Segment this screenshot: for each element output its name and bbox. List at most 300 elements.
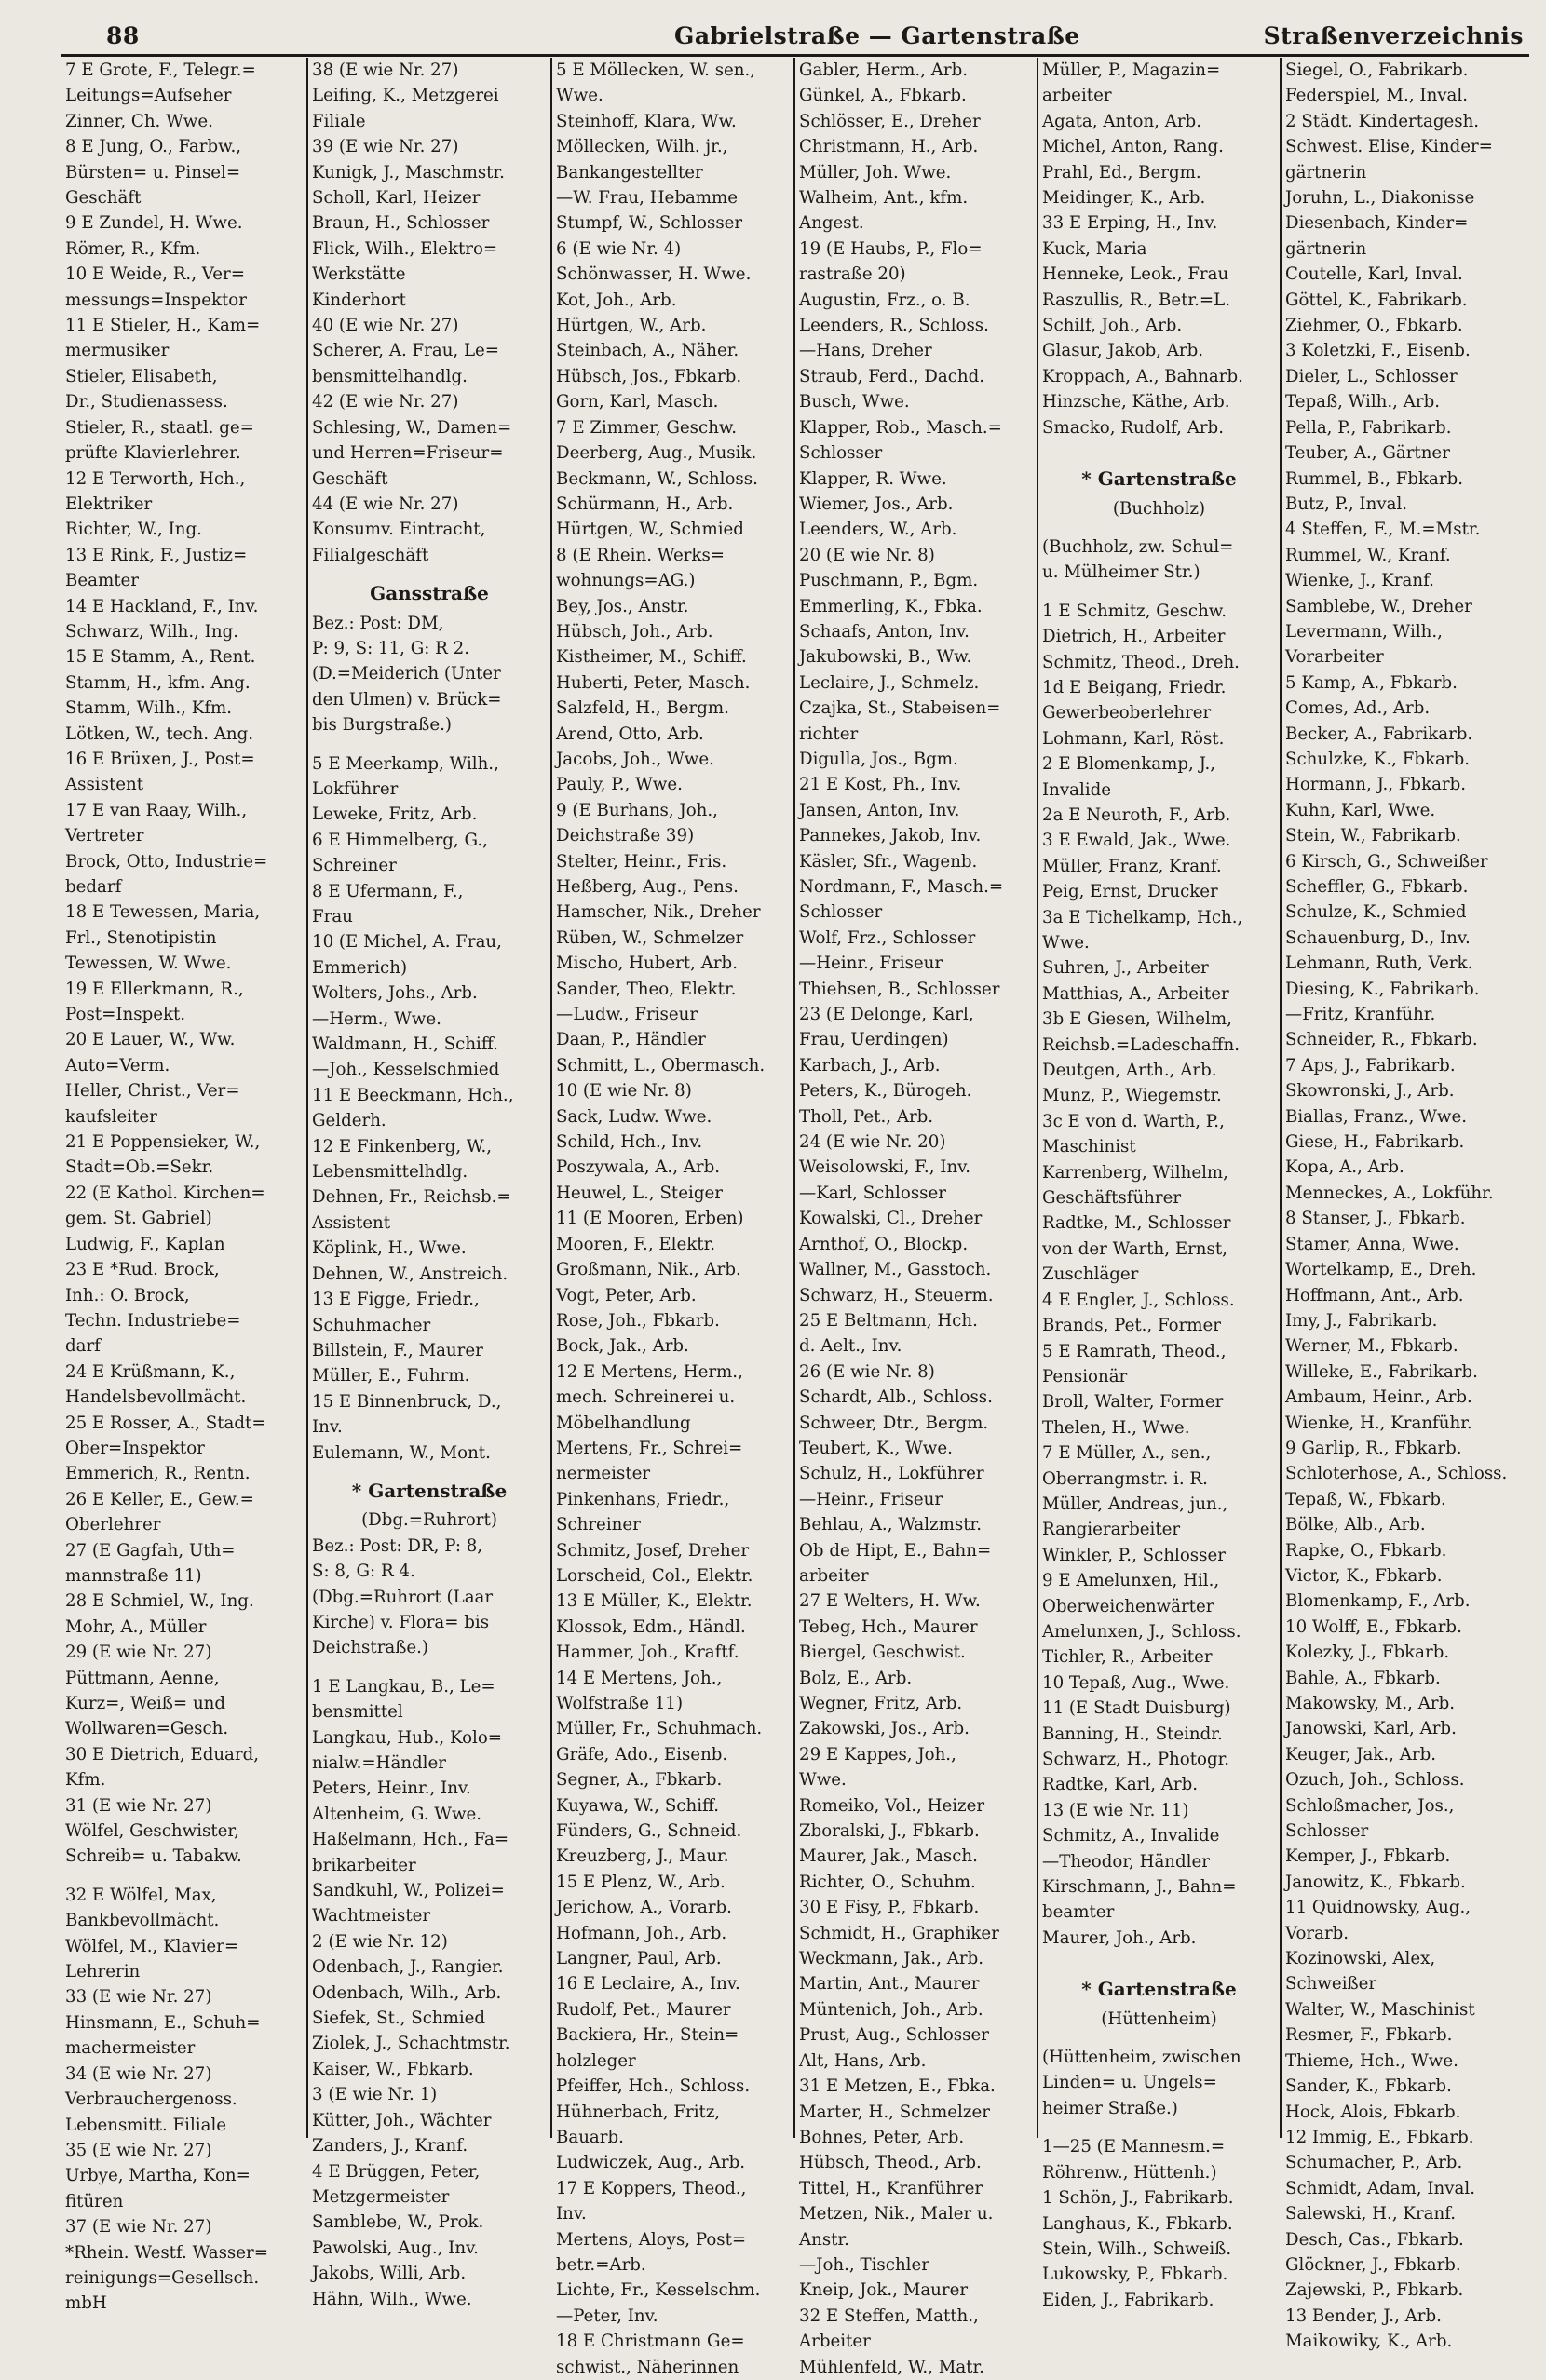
entry-line: 16 E Brüxen, J., Post= xyxy=(65,749,255,769)
entry-line: Steinhoff, Klara, Ww. xyxy=(556,111,737,131)
entry-line: Sandkuhl, W., Polizei= xyxy=(312,1881,505,1901)
entry-line: 7 E Zimmer, Geschw. xyxy=(556,417,738,438)
entry-line: Lebensmittelhdlg. xyxy=(312,1162,468,1183)
entry-line: 18 E Christmann Ge= xyxy=(556,2332,745,2352)
entry-line: Schwarz, Wilh., Ing. xyxy=(65,621,238,642)
entry-line: Zboralski, J., Fbkarb. xyxy=(799,1821,980,1842)
entry-line: Schaafs, Anton, Inv. xyxy=(799,621,970,642)
entry-line: Hürtgen, W., Arb. xyxy=(556,316,707,336)
entry-line: Kurz=, Weiß= und xyxy=(65,1694,226,1713)
entry-line: Stelter, Heinr., Fris. xyxy=(556,851,727,872)
entry-line: Steinbach, A., Näher. xyxy=(556,341,739,361)
entry-line: Janowitz, K., Fbkarb. xyxy=(1285,1872,1466,1892)
entry-line: Henneke, Leok., Frau xyxy=(1042,264,1229,285)
entry-line: Schweißer xyxy=(1285,1974,1377,1995)
entry-line: Dehnen, Fr., Reichsb.= xyxy=(312,1187,511,1208)
entry-line: arbeiter xyxy=(1042,86,1112,106)
entry-line: Jakobs, Willi, Arb. xyxy=(312,2264,467,2284)
entry-line: 23 E *Rud. Brock, xyxy=(65,1260,220,1280)
entry-line: Assistent xyxy=(65,775,144,795)
entry-line: 10 Tepaß, Aug., Wwe. xyxy=(1042,1672,1230,1693)
running-title: Gabrielstraße — Gartenstraße xyxy=(674,22,1080,49)
entry-line: Tebeg, Hch., Maurer xyxy=(799,1616,978,1637)
entry-line: und Herren=Friseur= xyxy=(312,443,504,464)
entry-line: Smacko, Rudolf, Arb. xyxy=(1042,417,1224,438)
entry-line: Rüben, W., Schmelzer xyxy=(556,927,744,948)
entry-line: 11 E Beeckmann, Hch., xyxy=(312,1085,514,1105)
entry-line: Odenbach, Wilh., Arb. xyxy=(312,1982,502,2003)
entry-line: Schloßmacher, Jos., xyxy=(1285,1795,1455,1816)
entry-line: Heuwel, L., Steiger xyxy=(556,1183,723,1203)
entry-line: Ziolek, J., Schachtmstr. xyxy=(312,2034,510,2054)
section-title: Straßenverzeichnis xyxy=(1263,22,1524,49)
entry-line: 4 E Engler, J., Schloss. xyxy=(1042,1290,1235,1310)
entry-line: 24 E Krüßmann, K., xyxy=(65,1361,236,1382)
entry-line: Filialgeschäft xyxy=(312,545,429,565)
entry-line: Wölfel, M., Klavier= xyxy=(65,1936,239,1956)
street-heading: * Gartenstraße xyxy=(351,1479,508,1502)
entry-line: Emmerling, K., Fbka. xyxy=(799,596,983,616)
entry-line: Langkau, Hub., Kolo= xyxy=(312,1727,503,1748)
entry-line: Makowsky, M., Arb. xyxy=(1285,1694,1455,1713)
entry-line: Ludwig, F., Kaplan xyxy=(65,1234,225,1254)
entry-line: Lehrerin xyxy=(65,1962,141,1982)
entry-line: Kuck, Maria xyxy=(1042,238,1147,259)
entry-line: Rummel, W., Kranf. xyxy=(1285,545,1451,565)
entry-line: Zajewski, P., Fbkarb. xyxy=(1285,2280,1464,2301)
entry-line: Müller, Joh. Wwe. xyxy=(799,162,952,183)
entry-line: Wolfstraße 11) xyxy=(556,1694,684,1713)
entry-line: Arbeiter xyxy=(799,2332,871,2352)
entry-line: 10 Wolff, E., Fbkarb. xyxy=(1285,1616,1462,1637)
entry-line: bis Burgstraße.) xyxy=(312,715,452,736)
entry-line: schwist., Näherinnen xyxy=(556,2357,739,2377)
entry-line: 2a E Neuroth, F., Arb. xyxy=(1042,805,1231,825)
entry-line: heimer Straße.) xyxy=(1042,2098,1178,2118)
entry-line: 15 E Stamm, A., Rent. xyxy=(65,647,256,668)
entry-line: mannstraße 11) xyxy=(65,1565,202,1586)
entry-line: Suhren, J., Arbeiter xyxy=(1042,958,1209,979)
entry-line: 18 E Tewessen, Maria, xyxy=(65,902,261,923)
entry-line: Coutelle, Karl, Inval. xyxy=(1285,264,1463,285)
entry-line: Richter, W., Ing. xyxy=(65,520,202,540)
entry-line: Hinzsche, Käthe, Arb. xyxy=(1042,392,1230,412)
entry-line: Schmidt, H., Graphiker xyxy=(799,1923,999,1943)
entry-line: bensmittelhandlg. xyxy=(312,366,468,386)
entry-line: Siefek, St., Schmied xyxy=(312,2008,486,2029)
entry-line: Busch, Wwe. xyxy=(799,392,910,412)
entry-line: Munz, P., Wiegemstr. xyxy=(1042,1086,1222,1106)
entry-line: Schwarz, H., Steuerm. xyxy=(799,1285,994,1305)
entry-line: 13 E Müller, K., Elektr. xyxy=(556,1591,753,1612)
entry-line: Schulz, H., Lokführer xyxy=(799,1464,984,1484)
entry-line: 5 E Meerkamp, Wilh., xyxy=(312,753,499,774)
entry-line: Schweer, Dtr., Bergm. xyxy=(799,1413,989,1433)
entry-line: Bez.: Post: DM, xyxy=(312,613,444,633)
entry-line: 3a E Tichelkamp, Hch., xyxy=(1042,907,1243,927)
entry-line: Scheffler, G., Fbkarb. xyxy=(1285,877,1469,897)
entry-line: Leenders, R., Schloss. xyxy=(799,316,989,336)
entry-line: 12 Immig, E., Fbkarb. xyxy=(1285,2127,1474,2147)
entry-line: Wortelkamp, E., Dreh. xyxy=(1285,1260,1477,1280)
entry-line: —Theodor, Händler xyxy=(1042,1851,1210,1872)
entry-line: (D.=Meiderich (Unter xyxy=(312,664,501,684)
entry-line: 25 E Beltmann, Hch. xyxy=(799,1310,978,1331)
entry-line: Alt, Hans, Arb. xyxy=(799,2050,927,2071)
entry-line: Handelsbevollmächt. xyxy=(65,1387,247,1408)
entry-line: Pinkenhans, Friedr., xyxy=(556,1489,730,1509)
entry-line: Schürmann, H., Arb. xyxy=(556,494,734,514)
entry-line: Stein, Wilh., Schweiß. xyxy=(1042,2238,1232,2259)
entry-line: Konsumv. Eintracht, xyxy=(312,520,486,540)
entry-line: Klossok, Edm., Händl. xyxy=(556,1616,746,1637)
entry-line: Marter, H., Schmelzer xyxy=(799,2102,990,2122)
entry-line: 1 E Schmitz, Geschw. xyxy=(1042,601,1227,621)
entry-line: darf xyxy=(65,1336,101,1357)
entry-line: Stumpf, W., Schlosser xyxy=(556,213,743,234)
entry-line: 30 E Fisy, P., Fbkarb. xyxy=(799,1898,980,1918)
entry-line: machermeister xyxy=(65,2038,196,2059)
entry-line: Wallner, M., Gasstoch. xyxy=(799,1260,992,1280)
entry-line: Röhrenw., Hüttenh.) xyxy=(1042,2162,1217,2183)
entry-line: Kreuzberg, J., Maur. xyxy=(556,1846,729,1867)
entry-line: Bürsten= u. Pinsel= xyxy=(65,162,241,183)
entry-line: Hock, Alois, Fbkarb. xyxy=(1285,2102,1461,2122)
entry-line: Wölfel, Geschwister, xyxy=(65,1821,239,1842)
entry-line: Vogt, Peter, Arb. xyxy=(556,1285,697,1305)
entry-line: Vertreter xyxy=(65,826,144,846)
entry-line: —Fritz, Kranführ. xyxy=(1285,1005,1436,1025)
entry-line: Teuber, A., Gärtner xyxy=(1285,443,1450,464)
entry-line: Maurer, Jak., Masch. xyxy=(799,1846,978,1867)
entry-line: 11 E Stieler, H., Kam= xyxy=(65,316,261,336)
entry-line: Kozinowski, Alex, xyxy=(1285,1949,1436,1969)
entry-line: Prust, Aug., Schlosser xyxy=(799,2025,989,2046)
entry-line: 37 (E wie Nr. 27) xyxy=(65,2217,212,2238)
entry-line: Pauly, P., Wwe. xyxy=(556,775,683,795)
entry-line: Gewerbeoberlehrer xyxy=(1042,703,1212,723)
entry-line: 27 (E Gagfah, Uth= xyxy=(65,1540,236,1561)
entry-line: Wegner, Fritz, Arb. xyxy=(799,1694,963,1713)
entry-line: Haßelmann, Hch., Fa= xyxy=(312,1830,509,1850)
entry-line: —Hans, Dreher xyxy=(799,341,932,361)
entry-line: Rapke, O., Fbkarb. xyxy=(1285,1540,1447,1561)
entry-line: Inv. xyxy=(312,1417,343,1438)
entry-line: Frau xyxy=(312,907,353,926)
entry-line: Flick, Wilh., Elektro= xyxy=(312,238,498,259)
entry-line: Stadt=Ob.=Sekr. xyxy=(65,1157,214,1178)
entry-line: Diesing, K., Fabrikarb. xyxy=(1285,979,1480,999)
entry-line: Schmitz, A., Invalide xyxy=(1042,1826,1220,1846)
entry-line: Jakubowski, B., Ww. xyxy=(799,647,972,668)
entry-line: Invalide xyxy=(1042,779,1112,800)
entry-line: Bohnes, Peter, Arb. xyxy=(799,2127,965,2147)
column-6 xyxy=(1280,58,1529,2352)
entry-line: Hinsmann, E., Schuh= xyxy=(65,2012,261,2033)
entry-line: Hübsch, Jos., Fbkarb. xyxy=(556,366,742,386)
entry-line: 26 E Keller, E., Gew.= xyxy=(65,1489,254,1509)
entry-line: Stieler, R., staatl. ge= xyxy=(65,417,254,438)
entry-line: Vorarbeiter xyxy=(1285,647,1384,668)
entry-line: Lokführer xyxy=(312,778,399,799)
entry-line: Federspiel, M., Inval. xyxy=(1285,86,1469,106)
entry-line: Kneip, Jok., Maurer xyxy=(799,2280,969,2301)
entry-line: Kemper, J., Fbkarb. xyxy=(1285,1846,1451,1867)
entry-line: Schreiner xyxy=(556,1515,641,1535)
entry-line: Leenders, W., Arb. xyxy=(799,520,957,540)
entry-line: Imy, J., Fabrikarb. xyxy=(1285,1310,1438,1331)
entry-line: 42 (E wie Nr. 27) xyxy=(312,392,459,412)
entry-line: 13 (E wie Nr. 11) xyxy=(1042,1800,1189,1820)
entry-line: Mertens, Fr., Schrei= xyxy=(556,1438,743,1458)
entry-line: Tewessen, W. Wwe. xyxy=(65,953,232,974)
entry-line: 3 (E wie Nr. 1) xyxy=(312,2085,438,2105)
entry-line: Schlosser xyxy=(799,443,883,464)
entry-line: Straub, Ferd., Dachd. xyxy=(799,366,985,386)
entry-line: 27 E Welters, H. Ww. xyxy=(799,1591,981,1612)
entry-line: 25 E Rosser, A., Stadt= xyxy=(65,1413,266,1433)
entry-line: Richter, O., Schuhm. xyxy=(799,1872,976,1892)
entry-line: Schwest. Elise, Kinder= xyxy=(1285,137,1493,157)
entry-line: Emmerich) xyxy=(312,957,408,978)
entry-line: Waldmann, H., Schiff. xyxy=(312,1034,498,1055)
entry-line: Mooren, F., Elektr. xyxy=(556,1234,716,1254)
entry-line: Keuger, Jak., Arb. xyxy=(1285,1744,1436,1765)
entry-line: Schmitt, L., Obermasch. xyxy=(556,1055,766,1075)
entry-line: Jacobs, Joh., Wwe. xyxy=(556,749,714,769)
street-heading: Gansstraße xyxy=(370,582,489,605)
entry-line: Scholl, Karl, Heizer xyxy=(312,188,481,209)
entry-line: Köplink, H., Wwe. xyxy=(312,1238,467,1259)
entry-line: Wwe. xyxy=(799,1770,847,1791)
entry-line: von der Warth, Ernst, xyxy=(1042,1238,1227,1259)
entry-line: Stamer, Anna, Wwe. xyxy=(1285,1234,1459,1254)
entry-line: 35 (E wie Nr. 27) xyxy=(65,2140,212,2160)
entry-line: Victor, K., Fbkarb. xyxy=(1285,1565,1443,1586)
entry-line: Ambaum, Heinr., Arb. xyxy=(1285,1387,1472,1408)
entry-line: Behlau, A., Walzmstr. xyxy=(799,1515,982,1535)
entry-line: wohnungs=AG.) xyxy=(556,571,696,591)
entry-line: Eiden, J., Fabrikarb. xyxy=(1042,2290,1214,2310)
entry-line: (Buchholz, zw. Schul= xyxy=(1042,536,1234,557)
entry-line: beamter xyxy=(1042,1902,1115,1923)
entry-line: Geschäft xyxy=(65,188,142,209)
entry-line: rastraße 20) xyxy=(799,264,906,285)
entry-line: gem. St. Gabriel) xyxy=(65,1209,212,1229)
entry-line: Schönwasser, H. Wwe. xyxy=(556,264,752,285)
entry-line: Werner, M., Fbkarb. xyxy=(1285,1336,1458,1357)
entry-line: Hübsch, Joh., Arb. xyxy=(556,621,713,642)
entry-line: Schilf, Joh., Arb. xyxy=(1042,316,1183,336)
entry-line: Möbelhandlung xyxy=(556,1413,691,1433)
entry-line: Urbye, Martha, Kon= xyxy=(65,2166,251,2186)
entry-line: Jansen, Anton, Inv. xyxy=(799,800,960,820)
entry-line: Resmer, F., Fbkarb. xyxy=(1285,2025,1453,2046)
entry-line: Mischo, Hubert, Arb. xyxy=(556,953,738,974)
entry-line: —Joh., Tischler xyxy=(799,2254,929,2275)
entry-line: 15 E Binnenbruck, D., xyxy=(312,1391,502,1412)
entry-line: 5 E Möllecken, W. sen., xyxy=(556,61,756,80)
entry-line: Kot, Joh., Arb. xyxy=(556,290,677,310)
entry-line: Deutgen, Arth., Arb. xyxy=(1042,1061,1217,1081)
entry-line: Teubert, K., Wwe. xyxy=(799,1438,953,1458)
entry-line: reinigungs=Gesellsch. xyxy=(65,2267,260,2288)
entry-line: Michel, Anton, Rang. xyxy=(1042,137,1224,157)
entry-line: richter xyxy=(799,723,859,744)
entry-line: Arnthof, O., Blockp. xyxy=(799,1234,969,1254)
entry-line: Altenheim, G. Wwe. xyxy=(312,1804,482,1824)
entry-line: gärtnerin xyxy=(1285,162,1367,183)
entry-line: Verbrauchergenoss. xyxy=(65,2089,237,2110)
entry-line: Deichstraße 39) xyxy=(556,826,695,846)
entry-line: 34 (E wie Nr. 27) xyxy=(65,2063,212,2084)
entry-line: Stein, W., Fabrikarb. xyxy=(1285,826,1461,846)
entry-line: 13 Bender, J., Arb. xyxy=(1285,2306,1442,2326)
entry-line: 8 E Jung, O., Farbw., xyxy=(65,137,242,157)
entry-line: Sack, Ludw. Wwe. xyxy=(556,1106,712,1127)
entry-line: Schumacher, P., Arb. xyxy=(1285,2153,1463,2173)
entry-line: Schmidt, Adam, Inval. xyxy=(1285,2178,1475,2198)
entry-line: Langhaus, K., Fbkarb. xyxy=(1042,2213,1233,2234)
entry-line: Göttel, K., Fabrikarb. xyxy=(1285,290,1468,310)
entry-line: 11 (E Stadt Duisburg) xyxy=(1042,1698,1231,1719)
entry-line: Weisolowski, F., Inv. xyxy=(799,1157,971,1178)
entry-line: 17 E Koppers, Theod., xyxy=(556,2178,747,2198)
entry-line: nialw.=Händler xyxy=(312,1753,446,1773)
entry-line: mech. Schreinerei u. xyxy=(556,1387,736,1408)
entry-line: Kowalski, Cl., Dreher xyxy=(799,1209,983,1229)
entry-line: Schlosser xyxy=(799,902,883,923)
entry-line: Zanders, J., Kranf. xyxy=(312,2136,468,2157)
entry-line: 9 E Zundel, H. Wwe. xyxy=(65,213,243,234)
entry-line: Diesenbach, Kinder= xyxy=(1285,213,1469,234)
entry-line: Leitungs=Aufseher xyxy=(65,86,232,106)
entry-line: Mertens, Aloys, Post= xyxy=(556,2229,747,2250)
entry-line: Hübsch, Theod., Arb. xyxy=(799,2153,982,2173)
entry-line: Beckmann, W., Schloss. xyxy=(556,468,758,489)
spacer xyxy=(1042,440,1276,453)
entry-line: Lohmann, Karl, Röst. xyxy=(1042,728,1225,749)
entry-line: Kuyawa, W., Schiff. xyxy=(556,1795,720,1816)
entry-line: Linden= u. Ungels= xyxy=(1042,2073,1217,2093)
entry-line: Gelderh. xyxy=(312,1111,386,1131)
entry-line: 7 E Müller, A., sen., xyxy=(1042,1443,1212,1464)
district-label: (Buchholz) xyxy=(1112,498,1206,519)
entry-line: 28 E Schmiel, W., Ing. xyxy=(65,1591,254,1612)
spacer xyxy=(1042,521,1276,534)
entry-line: Walter, W., Maschinist xyxy=(1285,1999,1475,2020)
entry-line: Kuhn, Karl, Wwe. xyxy=(1285,800,1436,820)
entry-line: Ob de Hipt, E., Bahn= xyxy=(799,1540,992,1561)
entry-line: 10 (E wie Nr. 8) xyxy=(556,1081,692,1102)
entry-line: Klapper, R. Wwe. xyxy=(799,468,947,489)
entry-line: Menneckes, A., Lokführ. xyxy=(1285,1183,1494,1203)
entry-line: 17 E van Raay, Wilh., xyxy=(65,800,248,820)
entry-line: Lukowsky, P., Fbkarb. xyxy=(1042,2265,1228,2285)
entry-line: Salewski, H., Kranf. xyxy=(1285,2204,1457,2224)
entry-line: Pawolski, Aug., Inv. xyxy=(312,2238,479,2258)
entry-line: —W. Frau, Hebamme xyxy=(556,188,739,209)
entry-line: Thelen, H., Wwe. xyxy=(1042,1417,1190,1438)
entry-line: Schneider, R., Fbkarb. xyxy=(1285,1030,1478,1050)
entry-line: Siegel, O., Fabrikarb. xyxy=(1285,61,1469,80)
entry-line: Lötken, W., tech. Ang. xyxy=(65,723,254,744)
entry-line: Hamscher, Nik., Dreher xyxy=(556,902,761,923)
entry-line: Maurer, Joh., Arb. xyxy=(1042,1927,1197,1948)
entry-line: 26 (E wie Nr. 8) xyxy=(799,1361,935,1382)
entry-line: S: 8, G: R 4. xyxy=(312,1562,415,1582)
entry-line: Langner, Paul, Arb. xyxy=(556,1949,722,1969)
entry-line: Stieler, Elisabeth, xyxy=(65,366,218,386)
entry-line: 11 (E Mooren, Erben) xyxy=(556,1209,744,1229)
entry-line: Bahle, A., Fbkarb. xyxy=(1285,1668,1441,1688)
entry-line: Nordmann, F., Masch.= xyxy=(799,877,1004,897)
entry-line: Müller, Andreas, jun., xyxy=(1042,1494,1228,1514)
entry-line: Poszywala, A., Arb. xyxy=(556,1157,721,1178)
column-2 xyxy=(306,58,550,2309)
entry-line: Ziehmer, O., Fbkarb. xyxy=(1285,316,1463,336)
entry-line: Czajka, St., Stabeisen= xyxy=(799,698,1001,719)
entry-line: Großmann, Nik., Arb. xyxy=(556,1260,741,1280)
entry-line: 4 E Brüggen, Peter, xyxy=(312,2161,481,2182)
entry-line: Bolz, E., Arb. xyxy=(799,1668,913,1688)
entry-line: Lebensmitt. Filiale xyxy=(65,2115,227,2135)
entry-line: Radtke, Karl, Arb. xyxy=(1042,1775,1199,1795)
entry-line: Puschmann, P., Bgm. xyxy=(799,571,979,591)
entry-line: 3 Koletzki, F., Eisenb. xyxy=(1285,341,1471,361)
entry-line: Maschinist xyxy=(1042,1137,1136,1157)
entry-line: 19 E Ellerkmann, R., xyxy=(65,979,244,999)
entry-line: d. Aelt., Inv. xyxy=(799,1336,902,1357)
entry-line: Sander, K., Fbkarb. xyxy=(1285,2076,1452,2097)
entry-line: Stamm, Wilh., Kfm. xyxy=(65,698,233,719)
entry-line: Walheim, Ant., kfm. xyxy=(799,188,969,209)
entry-line: Bankangestellter xyxy=(556,162,703,183)
entry-line: Banning, H., Steindr. xyxy=(1042,1724,1223,1744)
entry-line: Biergel, Geschwist. xyxy=(799,1643,966,1663)
entry-line: Digulla, Jos., Bgm. xyxy=(799,749,958,769)
entry-line: fitüren xyxy=(65,2191,124,2211)
entry-line: Leifing, K., Metzgerei xyxy=(312,86,499,106)
entry-line: Schulzke, K., Fbkarb. xyxy=(1285,749,1470,769)
entry-line: Backiera, Hr., Stein= xyxy=(556,2025,739,2046)
entry-line: Butz, P., Inval. xyxy=(1285,494,1408,514)
entry-line: —Joh., Kesselschmied xyxy=(312,1060,500,1080)
entry-line: 10 (E Michel, A. Frau, xyxy=(312,932,502,953)
entry-line: Desch, Cas., Fbkarb. xyxy=(1285,2229,1464,2250)
entry-line: Mühlenfeld, W., Matr. xyxy=(799,2357,984,2377)
entry-line: Stamm, H., kfm. Ang. xyxy=(65,672,251,693)
entry-line: Janowski, Karl, Arb. xyxy=(1285,1719,1457,1739)
entry-line: Amelunxen, J., Schloss. xyxy=(1042,1621,1241,1642)
entry-line: 21 E Poppensieker, W., xyxy=(65,1132,261,1153)
entry-line: Bölke, Alb., Arb. xyxy=(1285,1515,1426,1535)
entry-line: Wwe. xyxy=(556,86,603,106)
entry-line: Metzen, Nik., Maler u. xyxy=(799,2204,994,2224)
entry-line: Reichsb.=Ladeschaffn. xyxy=(1042,1034,1240,1055)
entry-line: Vorarb. xyxy=(1285,1923,1349,1943)
entry-line: Geschäftsführer xyxy=(1042,1188,1182,1209)
entry-line: Gräfe, Ado., Eisenb. xyxy=(556,1744,728,1765)
entry-line: holzleger xyxy=(556,2050,636,2071)
entry-line: Tholl, Pet., Arb. xyxy=(799,1106,934,1127)
entry-line: prüfte Klavierlehrer. xyxy=(65,443,241,464)
entry-line: 1 E Langkau, B., Le= xyxy=(312,1676,495,1697)
entry-line: 9 E Amelunxen, Hil., xyxy=(1042,1571,1220,1591)
entry-line: Schmitz, Josef, Dreher xyxy=(556,1540,750,1561)
entry-line: Wwe. xyxy=(1042,933,1090,953)
entry-line: 3c E von d. Warth, P., xyxy=(1042,1111,1225,1131)
